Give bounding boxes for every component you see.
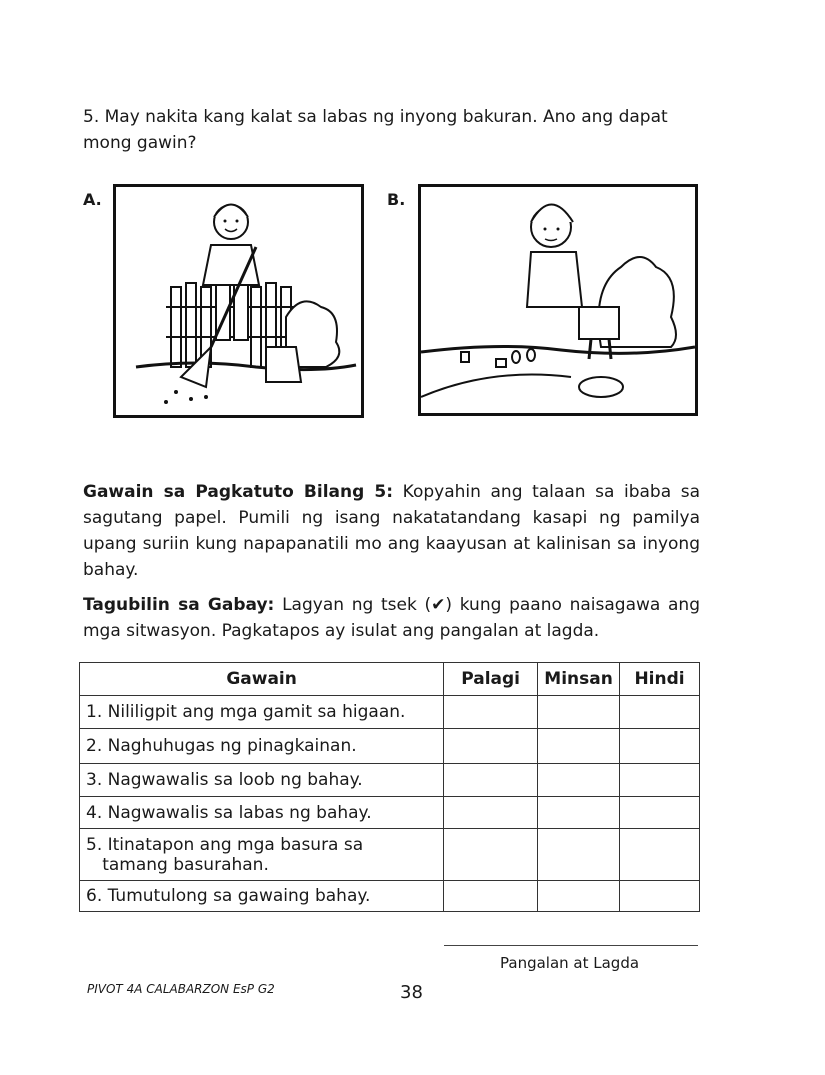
cell-hindi[interactable]	[620, 764, 700, 797]
table-row	[80, 797, 700, 829]
table-row	[80, 764, 700, 797]
boy-looking-icon	[421, 187, 695, 413]
row-activity: 3. Nagwawalis sa loob ng bahay.	[80, 764, 444, 797]
page-number: 38	[400, 982, 423, 1003]
cell-minsan[interactable]	[538, 797, 620, 829]
header-gawain: Gawain	[80, 663, 444, 696]
checklist-table	[79, 662, 700, 912]
instruction-paragraph	[83, 592, 700, 644]
row-activity-line1: 5. Itinatapon ang mga basura sa	[86, 834, 364, 855]
header-minsan: Minsan	[538, 663, 620, 696]
cell-palagi[interactable]	[444, 729, 538, 764]
cell-palagi[interactable]	[444, 881, 538, 912]
row-activity	[80, 829, 444, 881]
table-row	[80, 729, 700, 764]
cell-hindi[interactable]	[620, 797, 700, 829]
cell-hindi[interactable]	[620, 881, 700, 912]
cell-minsan[interactable]	[538, 764, 620, 797]
boy-sweeping-icon	[116, 187, 361, 415]
row-activity-line2: tamang basurahan.	[86, 854, 269, 875]
signature-line[interactable]	[444, 945, 698, 946]
cell-palagi[interactable]	[444, 829, 538, 881]
cell-minsan[interactable]	[538, 696, 620, 729]
choice-b-label: B.	[387, 190, 406, 209]
instruction-text: Lagyan ng tsek (✔) kung paano naisagawa ang mga sitwasyon. Pagkatapos ay isulat ang pangalan at lagda.	[83, 595, 701, 641]
table-row	[80, 881, 700, 912]
cell-hindi[interactable]	[620, 829, 700, 881]
question-text: 5. May nakita kang kalat sa labas ng inyong bakuran. Ano ang dapat mong gawin?	[83, 107, 668, 153]
choice-a-label: A.	[83, 190, 102, 209]
cell-palagi[interactable]	[444, 696, 538, 729]
table-row	[80, 829, 700, 881]
signature-label: Pangalan at Lagda	[500, 954, 640, 972]
cell-minsan[interactable]	[538, 829, 620, 881]
header-hindi: Hindi	[620, 663, 700, 696]
activity-text: Kopyahin ang talaan sa ibaba sa sagutang papel. Pumili ng isang nakatatandang kasapi ng pamilya upang suriin kung napapanatili mo ang kaayusan at kalinisan sa inyong bahay.	[83, 482, 701, 580]
choice-a-image	[113, 184, 364, 418]
row-activity: 6. Tumutulong sa gawaing bahay.	[80, 881, 444, 912]
table-row	[80, 696, 700, 729]
row-activity: 2. Naghuhugas ng pinagkainan.	[80, 729, 444, 764]
header-palagi: Palagi	[444, 663, 538, 696]
instruction-title: Tagubilin sa Gabay:	[83, 595, 275, 615]
cell-palagi[interactable]	[444, 797, 538, 829]
activity-title: Gawain sa Pagkatuto Bilang 5:	[83, 482, 394, 502]
cell-minsan[interactable]	[538, 881, 620, 912]
row-activity: 1. Nililigpit ang mga gamit sa higaan.	[80, 696, 444, 729]
activity-paragraph	[83, 479, 700, 583]
footer-text: PIVOT 4A CALABARZON EsP G2	[87, 982, 275, 996]
cell-palagi[interactable]	[444, 764, 538, 797]
cell-hindi[interactable]	[620, 696, 700, 729]
table-header-row	[80, 663, 700, 696]
choice-b-image	[418, 184, 698, 416]
row-activity: 4. Nagwawalis sa labas ng bahay.	[80, 797, 444, 829]
cell-minsan[interactable]	[538, 729, 620, 764]
cell-hindi[interactable]	[620, 729, 700, 764]
